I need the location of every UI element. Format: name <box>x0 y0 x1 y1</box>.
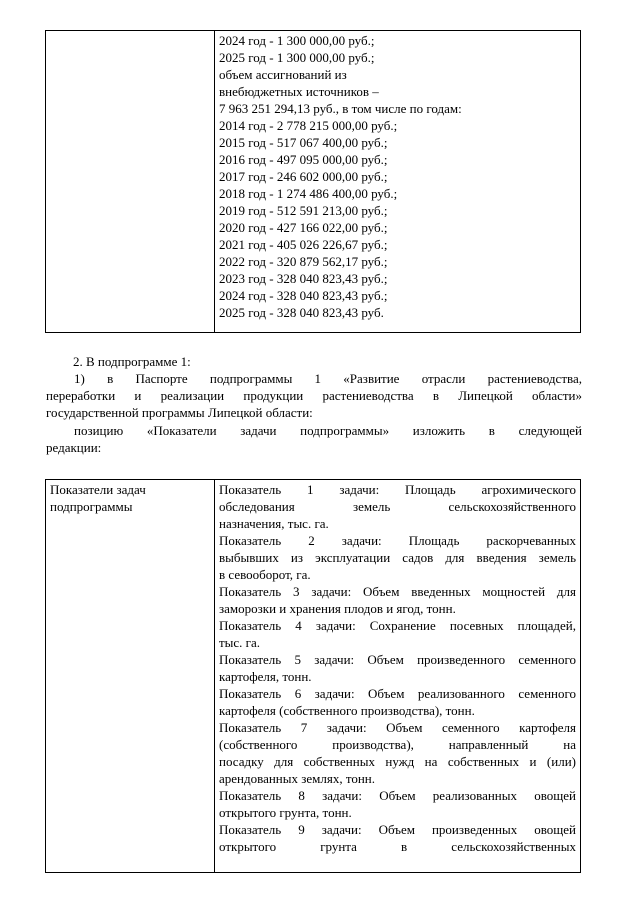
indicator-line: заморозки и хранения плодов и ягод, тонн. <box>219 601 456 616</box>
indicator-item <box>219 651 576 685</box>
table-row <box>46 31 581 333</box>
funding-line: 2023 год - 328 040 823,43 руб.; <box>219 271 388 286</box>
table-cell-empty <box>46 31 215 333</box>
funding-line: 2024 год - 1 300 000,00 руб.; <box>219 33 375 48</box>
funding-cell <box>215 31 581 333</box>
indicator-line: выбывших из эксплуатации садов для введения земель <box>219 550 576 565</box>
paragraph-line: государственной программы Липецкой области: <box>46 405 313 420</box>
indicator-line: Показатель 6 задачи: Объем реализованного семенного <box>219 686 576 701</box>
funding-line: 2016 год - 497 095 000,00 руб.; <box>219 152 388 167</box>
indicator-line: обследования земель сельскохозяйственного <box>219 499 576 514</box>
indicator-line: открытого грунта, тонн. <box>219 805 352 820</box>
indicator-item <box>219 617 576 651</box>
indicator-line: Показатель 7 задачи: Объем семенного картофеля <box>219 720 576 735</box>
funding-line: 2025 год - 328 040 823,43 руб. <box>219 305 384 320</box>
indicator-line: Показатель 8 задачи: Объем реализованных овощей <box>219 788 576 803</box>
indicator-item <box>219 583 576 617</box>
funding-line: 2021 год - 405 026 226,67 руб.; <box>219 237 388 252</box>
paragraph-line: позицию «Показатели задачи подпрограммы» изложить в следующей <box>74 423 582 438</box>
funding-line: объем ассигнований из <box>219 67 347 82</box>
indicator-item <box>219 787 576 821</box>
paragraph-line: 1) в Паспорте подпрограммы 1 «Развитие отрасли растениеводства, <box>74 371 582 386</box>
funding-line: 2025 год - 1 300 000,00 руб.; <box>219 50 375 65</box>
section-heading: 2. В подпрограмме 1: <box>73 354 191 369</box>
indicator-line: тыс. га. <box>219 635 261 650</box>
indicator-line: Показатель 9 задачи: Объем произведенных овощей <box>219 822 576 837</box>
indicator-line: открытого грунта в сельскохозяйственных <box>219 839 576 854</box>
indicator-line: арендованных землях, тонн. <box>219 771 376 786</box>
indicator-line: Показатель 5 задачи: Объем произведенного семенного <box>219 652 576 667</box>
indicators-label-cell: Показатели задач подпрограммы <box>46 480 215 873</box>
indicator-line: Показатель 2 задачи: Площадь раскорчеванных <box>219 533 576 548</box>
funding-line: 7 963 251 294,13 руб., в том числе по годам: <box>219 101 462 116</box>
funding-line: 2022 год - 320 879 562,17 руб.; <box>219 254 388 269</box>
funding-line: 2017 год - 246 602 000,00 руб.; <box>219 169 388 184</box>
position-paragraph <box>46 422 582 456</box>
paragraph-line: переработки и реализации продукции растениеводства в Липецкой области» <box>46 388 582 403</box>
funding-line: 2015 год - 517 067 400,00 руб.; <box>219 135 388 150</box>
table-row <box>46 480 581 873</box>
indicator-line: (собственного производства), направленный на <box>219 737 576 752</box>
indicator-line: назначения, тыс. га. <box>219 516 329 531</box>
funding-line: 2014 год - 2 778 215 000,00 руб.; <box>219 118 398 133</box>
indicator-item <box>219 685 576 719</box>
indicator-line: картофеля, тонн. <box>219 669 312 684</box>
indicator-line: Показатель 1 задачи: Площадь агрохимического <box>219 482 576 497</box>
indicator-line: Показатель 4 задачи: Сохранение посевных площадей, <box>219 618 576 633</box>
indicator-line: посадку для собственных нужд на собственных и (или) <box>219 754 576 769</box>
indicator-item <box>219 481 576 532</box>
funding-line: 2020 год - 427 166 022,00 руб.; <box>219 220 388 235</box>
funding-table <box>45 30 581 333</box>
indicators-cell <box>215 480 581 873</box>
indicators-list <box>219 481 576 872</box>
funding-line: 2019 год - 512 591 213,00 руб.; <box>219 203 388 218</box>
indicator-item <box>219 719 576 787</box>
indicator-line: в севооборот, га. <box>219 567 311 582</box>
indicator-line: Показатель 3 задачи: Объем введенных мощностей для <box>219 584 576 599</box>
indicators-table <box>45 479 581 873</box>
indicator-item <box>219 821 576 855</box>
indicator-item <box>219 532 576 583</box>
indicator-line: картофеля (собственного производства), тонн. <box>219 703 475 718</box>
funding-line: 2024 год - 328 040 823,43 руб.; <box>219 288 388 303</box>
paragraph-line: редакции: <box>46 440 102 455</box>
item-paragraph <box>46 370 582 421</box>
funding-line: внебюджетных источников – <box>219 84 379 99</box>
funding-line: 2018 год - 1 274 486 400,00 руб.; <box>219 186 398 201</box>
